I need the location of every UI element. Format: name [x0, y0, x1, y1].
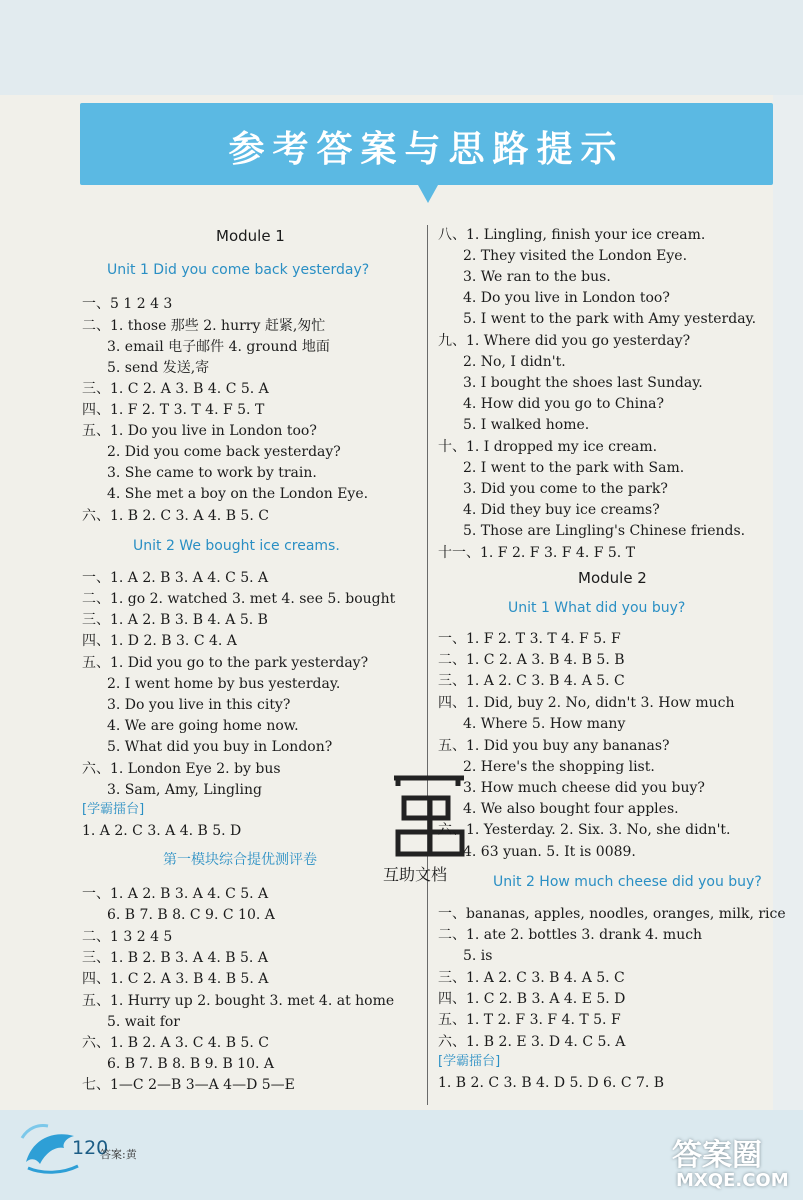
answer-line: 八、1. Lingling, finish your ice cream.: [438, 227, 706, 243]
answer-line: 十、1. I dropped my ice cream.: [438, 439, 658, 455]
watermark-text: 互助文档: [383, 865, 448, 884]
answer-line: 5. I went to the park with Amy yesterday.: [463, 311, 757, 327]
answer-line: 四、1. C 2. A 3. B 4. B 5. A: [82, 971, 269, 987]
answer-line: 十一、1. F 2. F 3. F 4. F 5. T: [438, 545, 636, 561]
answer-line: 2. Did you come back yesterday?: [107, 444, 341, 460]
answer-line: Module 2: [578, 569, 647, 587]
answer-line: 五、1. Hurry up 2. bought 3. met 4. at home: [82, 993, 395, 1009]
answer-line: 5. wait for: [107, 1014, 180, 1030]
answer-line: 六、1. B 2. A 3. C 4. B 5. C: [82, 1035, 269, 1051]
answer-line: Unit 1 What did you buy?: [508, 600, 686, 616]
answer-line: 五、1. T 2. F 3. F 4. T 5. F: [438, 1012, 621, 1028]
answer-line: 三、1. A 2. C 3. B 4. A 5. C: [438, 970, 625, 986]
answer-line: 3. Did you come to the park?: [463, 481, 668, 497]
answer-line: 4. How did you go to China?: [463, 396, 664, 412]
footer-label: 答案:黄: [100, 1148, 137, 1161]
answer-line: 三、1. B 2. B 3. A 4. B 5. A: [82, 950, 268, 966]
top-band: [0, 0, 803, 95]
answer-line: 四、1. D 2. B 3. C 4. A: [82, 633, 237, 649]
answer-line: 2. No, I didn't.: [463, 354, 566, 370]
answer-line: 5. I walked home.: [463, 417, 590, 433]
answer-line: 5. What did you buy in London?: [107, 739, 333, 755]
answer-line: 四、1. Did, buy 2. No, didn't 3. How much: [438, 695, 735, 711]
answer-line: 6. B 7. B 8. B 9. B 10. A: [107, 1056, 275, 1072]
page-title: 参考答案与思路提示: [228, 129, 625, 170]
answer-line: 三、1. A 2. B 3. B 4. A 5. B: [82, 612, 268, 628]
answer-line: 五、1. Did you go to the park yesterday?: [82, 655, 369, 671]
answer-line: 4. Do you live in London too?: [463, 290, 670, 306]
column-divider: [427, 225, 428, 1105]
answer-line: 五、1. Did you buy any bananas?: [438, 738, 670, 754]
answer-line: 4. Did they buy ice creams?: [463, 502, 660, 518]
answer-line: [学霸擂台]: [82, 802, 145, 817]
answer-line: 2. I went home by bus yesterday.: [107, 676, 341, 692]
answer-line: 九、1. Where did you go yesterday?: [438, 333, 691, 349]
answer-line: 六、1. B 2. E 3. D 4. C 5. A: [438, 1034, 626, 1050]
watermark-url: MXQE.COM: [676, 1170, 789, 1191]
page-number: 120: [72, 1137, 109, 1159]
answer-line: 三、1. C 2. A 3. B 4. C 5. A: [82, 381, 269, 397]
answer-line: 3. I bought the shoes last Sunday.: [463, 375, 703, 391]
answer-line: 三、1. A 2. C 3. B 4. A 5. C: [438, 673, 625, 689]
answer-line: 5. is: [463, 948, 493, 964]
answer-line: 六、1. B 2. C 3. A 4. B 5. C: [82, 508, 269, 524]
answer-line: 5. Those are Lingling's Chinese friends.: [463, 523, 746, 539]
watermark-logo-icon: [388, 772, 470, 862]
answer-line: 二、1. C 2. A 3. B 4. B 5. B: [438, 652, 625, 668]
answer-line: Unit 1 Did you come back yesterday?: [107, 262, 370, 278]
answer-line: 5. send 发送,寄: [107, 360, 210, 376]
answer-line: 六、1. London Eye 2. by bus: [82, 761, 281, 777]
answer-line: 2. Here's the shopping list.: [463, 759, 655, 775]
answer-line: 3. How much cheese did you buy?: [463, 780, 705, 796]
answer-line: 4. 63 yuan. 5. It is 0089.: [463, 844, 636, 860]
answer-line: 1. A 2. C 3. A 4. B 5. D: [82, 823, 242, 839]
answer-line: 二、1. those 那些 2. hurry 赶紧,匆忙: [82, 318, 326, 334]
answer-line: 二、1 3 2 4 5: [82, 929, 173, 945]
answer-line: 一、1. A 2. B 3. A 4. C 5. A: [82, 570, 269, 586]
answer-line: 4. We are going home now.: [107, 718, 299, 734]
answer-line: Unit 2 We bought ice creams.: [133, 538, 340, 554]
answer-line: 一、5 1 2 4 3: [82, 296, 173, 312]
answer-line: 2. They visited the London Eye.: [463, 248, 688, 264]
answer-line: 第一模块综合提优测评卷: [163, 852, 317, 868]
answer-line: Unit 2 How much cheese did you buy?: [493, 874, 762, 890]
answer-line: 3. Do you live in this city?: [107, 697, 291, 713]
answer-line: 6. B 7. B 8. C 9. C 10. A: [107, 907, 275, 923]
answer-line: 一、1. F 2. T 3. T 4. F 5. F: [438, 631, 621, 647]
answer-line: 六、1. Yesterday. 2. Six. 3. No, she didn't.: [438, 822, 731, 838]
answer-line: 3. We ran to the bus.: [463, 269, 611, 285]
answer-line: Module 1: [216, 227, 285, 245]
answer-line: 1. B 2. C 3. B 4. D 5. D 6. C 7. B: [438, 1075, 665, 1091]
answer-line: 二、1. ate 2. bottles 3. drank 4. much: [438, 927, 703, 943]
header-banner: [80, 103, 773, 185]
answer-line: 二、1. go 2. watched 3. met 4. see 5. bought: [82, 591, 396, 607]
answer-line: 一、1. A 2. B 3. A 4. C 5. A: [82, 886, 269, 902]
answer-line: 四、1. C 2. B 3. A 4. E 5. D: [438, 991, 626, 1007]
page-edge-strip: [773, 95, 803, 1200]
answer-line: 五、1. Do you live in London too?: [82, 423, 317, 439]
banner-notch: [418, 185, 438, 203]
answer-line: 4. We also bought four apples.: [463, 801, 679, 817]
answer-line: 七、1—C 2—B 3—A 4—D 5—E: [82, 1077, 295, 1093]
answer-line: 一、bananas, apples, noodles, oranges, milk, rice: [438, 906, 786, 922]
answer-line: [学霸擂台]: [438, 1054, 501, 1069]
answer-line: 3. Sam, Amy, Lingling: [107, 782, 262, 798]
answer-line: 3. She came to work by train.: [107, 465, 317, 481]
answer-line: 3. email 电子邮件 4. ground 地面: [107, 339, 330, 355]
answer-line: 4. Where 5. How many: [463, 716, 626, 732]
answer-line: 四、1. F 2. T 3. T 4. F 5. T: [82, 402, 265, 418]
answer-line: 2. I went to the park with Sam.: [463, 460, 685, 476]
answer-line: 4. She met a boy on the London Eye.: [107, 486, 369, 502]
watermark-brand: 答案圈: [672, 1138, 762, 1173]
